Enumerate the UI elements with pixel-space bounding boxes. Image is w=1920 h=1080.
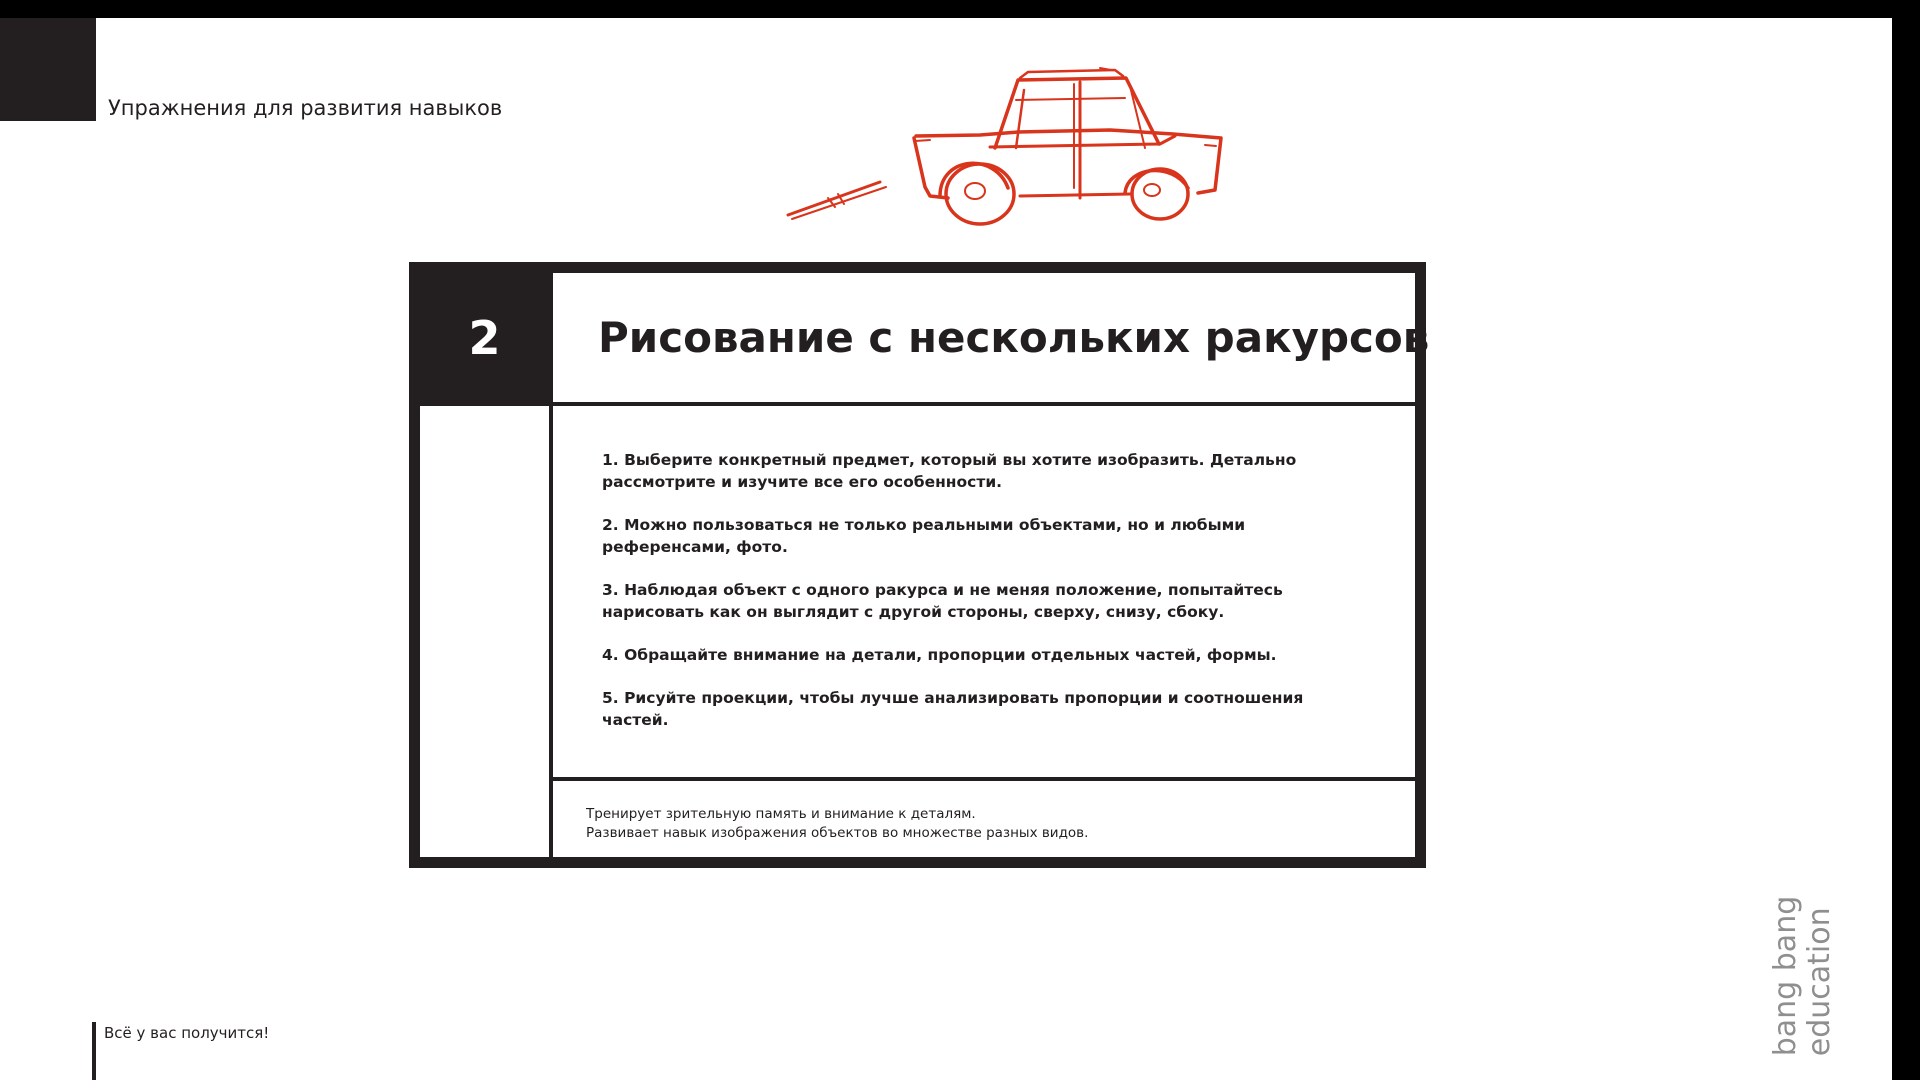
exercise-card xyxy=(409,262,1430,868)
benefits-text xyxy=(586,805,1088,843)
step-item: 3. Наблюдая объект с одного ракурса и не меняя положение, попытайтесь нарисовать как он выглядит с другой стороны, сверху, снизу, сбоку. xyxy=(602,581,1283,621)
exercise-number: 2 xyxy=(420,273,549,402)
brand-line: bang bang xyxy=(1768,895,1803,1057)
footer-text: Всё у вас получится! xyxy=(104,1024,270,1042)
car-sketch-icon xyxy=(780,48,1230,238)
slide xyxy=(0,18,1892,1080)
corner-block xyxy=(0,18,96,121)
brand-logo xyxy=(1763,886,1843,1066)
benefit-line: Тренирует зрительную память и внимание к деталям. xyxy=(586,806,976,822)
brand-logo-text xyxy=(1769,896,1837,1057)
step-item: 4. Обращайте внимание на детали, пропорции отдельных частей, формы. xyxy=(602,646,1277,664)
card-footer-divider xyxy=(553,777,1415,781)
benefit-line: Развивает навык изображения объектов во множестве разных видов. xyxy=(586,825,1089,841)
card-title-divider xyxy=(420,402,1415,406)
footer-bar xyxy=(92,1022,96,1080)
step-item: 1. Выберите конкретный предмет, который вы хотите изобразить. Детально рассмотрите и изучите все его особенности. xyxy=(602,451,1297,491)
brand-line: education xyxy=(1802,907,1837,1057)
step-item: 5. Рисуйте проекции, чтобы лучше анализировать пропорции и соотношения частей. xyxy=(602,689,1304,729)
header-title: Упражнения для развития навыков xyxy=(108,96,503,120)
steps-list xyxy=(602,449,1342,752)
exercise-title: Рисование с нескольких ракурсов xyxy=(598,313,1430,362)
card-vertical-divider xyxy=(549,273,553,857)
step-item: 2. Можно пользоваться не только реальными объектами, но и любыми референсами, фото. xyxy=(602,516,1246,556)
